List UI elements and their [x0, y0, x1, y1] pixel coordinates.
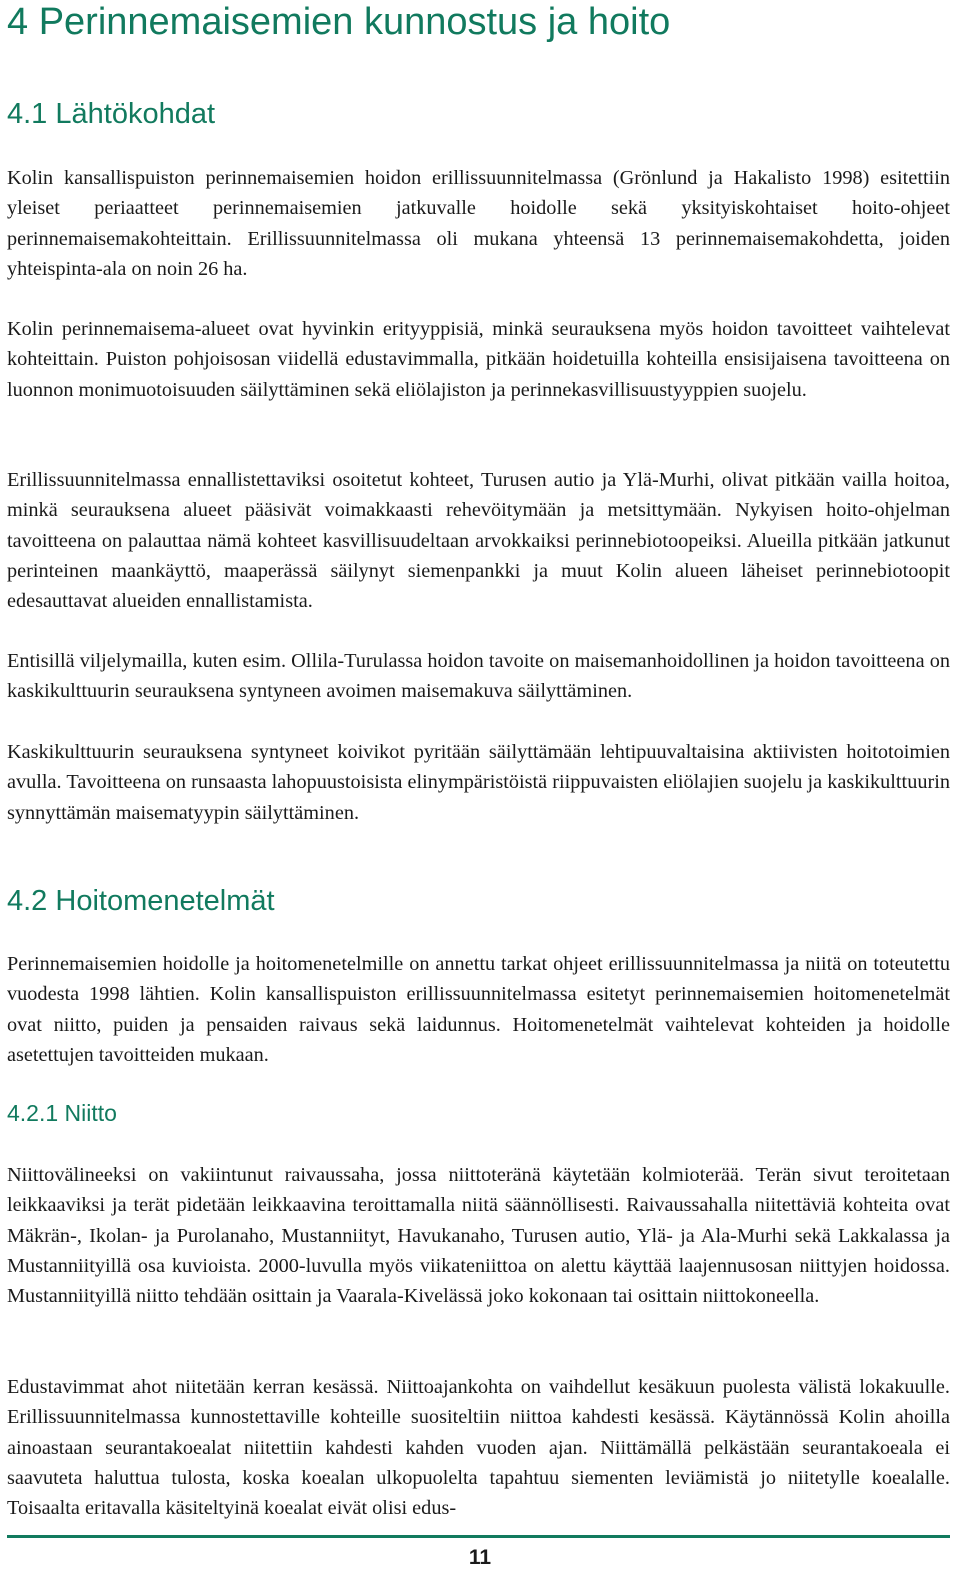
body-paragraph: Edustavimmat ahot niitetään kerran kesässä. Niittoajankohta on vaihdellut kesäkuun puolesta välistä lokakuulle. Erillissuunnitelmassa kunnostettaville kohteille suositeltiin niittoa kahdesti kesässä. Käytännössä Kolin ahoilla ainoastaan seurantakoealat niitettiin kahdesti kahden vuoden ajan. Niittämällä pelkästään seurantakoeala ei saavuteta haluttua tulosta, koska koealan ulkopuolelta tapahtuu siementen leviämistä jo niitetylle koealalle. Toisaalta eritavalla käsiteltyinä koealat eivät olisi edus-	[7, 1376, 950, 1520]
body-paragraph: Kaskikulttuurin seurauksena syntyneet koivikot pyritään säilyttämään lehtipuuvaltaisina aktiivisten hoitotoimien avulla. Tavoitteena on runsaasta lahopuustoisista elinympäristöistä riippuvaisten eliölajien suojelu ja kaskikulttuurin synnyttämän maisematyypin säilyttäminen.	[7, 741, 950, 824]
section-heading-lahtokohdat: 4.1 Lähtökohdat	[7, 98, 216, 130]
body-paragraph: Kolin perinnemaisema-alueet ovat hyvinkin erityyppisiä, minkä seurauksena myös hoidon tavoitteet vaihtelevat kohteittain. Puiston pohjoisosan viidellä edustavimmalla, pitkään hoidetuilla kohteilla ensisijaisena tavoitteena on luonnon monimuotoisuuden säilyttäminen sekä eliölajiston ja perinnekasvillisuustyyppien suojelu.	[7, 318, 950, 401]
body-paragraph: Perinnemaisemien hoidolle ja hoitomenetelmille on annettu tarkat ohjeet erillissuunnitelmassa ja niitä on toteutettu vuodesta 1998 lähtien. Kolin kansallispuiston erillissuunnitelmassa esitetyt perinnemaisemien hoitomenetelmät ovat niitto, puiden ja pensaiden raivaus sekä laidunnus. Hoitomenetelmät vaihtelevat kohteiden ja hoidolle asetettujen tavoitteiden mukaan.	[7, 953, 950, 1066]
section-heading-hoitomenetelmat: 4.2 Hoitomenetelmät	[7, 885, 275, 917]
subsection-heading-niitto: 4.2.1 Niitto	[7, 1100, 117, 1126]
chapter-title: 4 Perinnemaisemien kunnostus ja hoito	[7, 1, 671, 43]
body-paragraph: Niittovälineeksi on vakiintunut raivaussaha, jossa niittoteränä käytetään kolmioterää. Terän sivut teroitetaan leikkaaviksi ja terät pidetään leikkaavina teroittamalla niitä säännöllisesti. Raivaussahalla niitettäviä kohteita ovat Mäkrän-, Ikolan- ja Purolanaho, Mustanniityt, Havukanaho, Turusen autio, Ylä- ja Ala-Murhi sekä Lakkalassa ja Mustanniityillä osa kuvioista. 2000-luvulla myös viikateniittoa on alettu käyttää laajennusosan niittyjen hoidossa. Mustanniityillä niitto tehdään osittain ja Vaarala-Kivelässä joko kokonaan tai osittain niittokoneella.	[7, 1164, 950, 1308]
footer-rule	[7, 1535, 950, 1538]
body-paragraph: Kolin kansallispuiston perinnemaisemien hoidon erillissuunnitelmassa (Grönlund ja Hakalisto 1998) esitettiin yleiset periaatteet perinnemaisemien jatkuvalle hoidolle sekä yksityiskohtaiset hoito-ohjeet perinnemaisemakohteittain. Erillissuunnitelmassa oli mukana yhteensä 13 perinnemaisemakohdetta, joiden yhteispinta-ala on noin 26 ha.	[7, 167, 950, 280]
page-number: 11	[468, 1546, 492, 1569]
body-paragraph: Erillissuunnitelmassa ennallistettaviksi osoitetut kohteet, Turusen autio ja Ylä-Murhi, olivat pitkään vailla hoitoa, minkä seurauksena alueet pääsivät voimakkaasti rehevöitymään ja metsittymään. Nykyisen hoito-ohjelman tavoitteena on palauttaa nämä kohteet kasvillisuudeltaan arvokkaiksi perinnebiotoopeiksi. Alueilla pitkään jatkunut perinteinen maankäyttö, maaperässä säilynyt siemenpankki ja muut Kolin alueen läheiset perinnebiotoopit edesauttavat alueiden ennallistamista.	[7, 469, 950, 613]
body-paragraph: Entisillä viljelymailla, kuten esim. Ollila-Turulassa hoidon tavoite on maisemanhoidollinen ja hoidon tavoitteena on kaskikulttuurin seurauksena syntyneen avoimen maisemakuva säilyttäminen.	[7, 650, 950, 703]
